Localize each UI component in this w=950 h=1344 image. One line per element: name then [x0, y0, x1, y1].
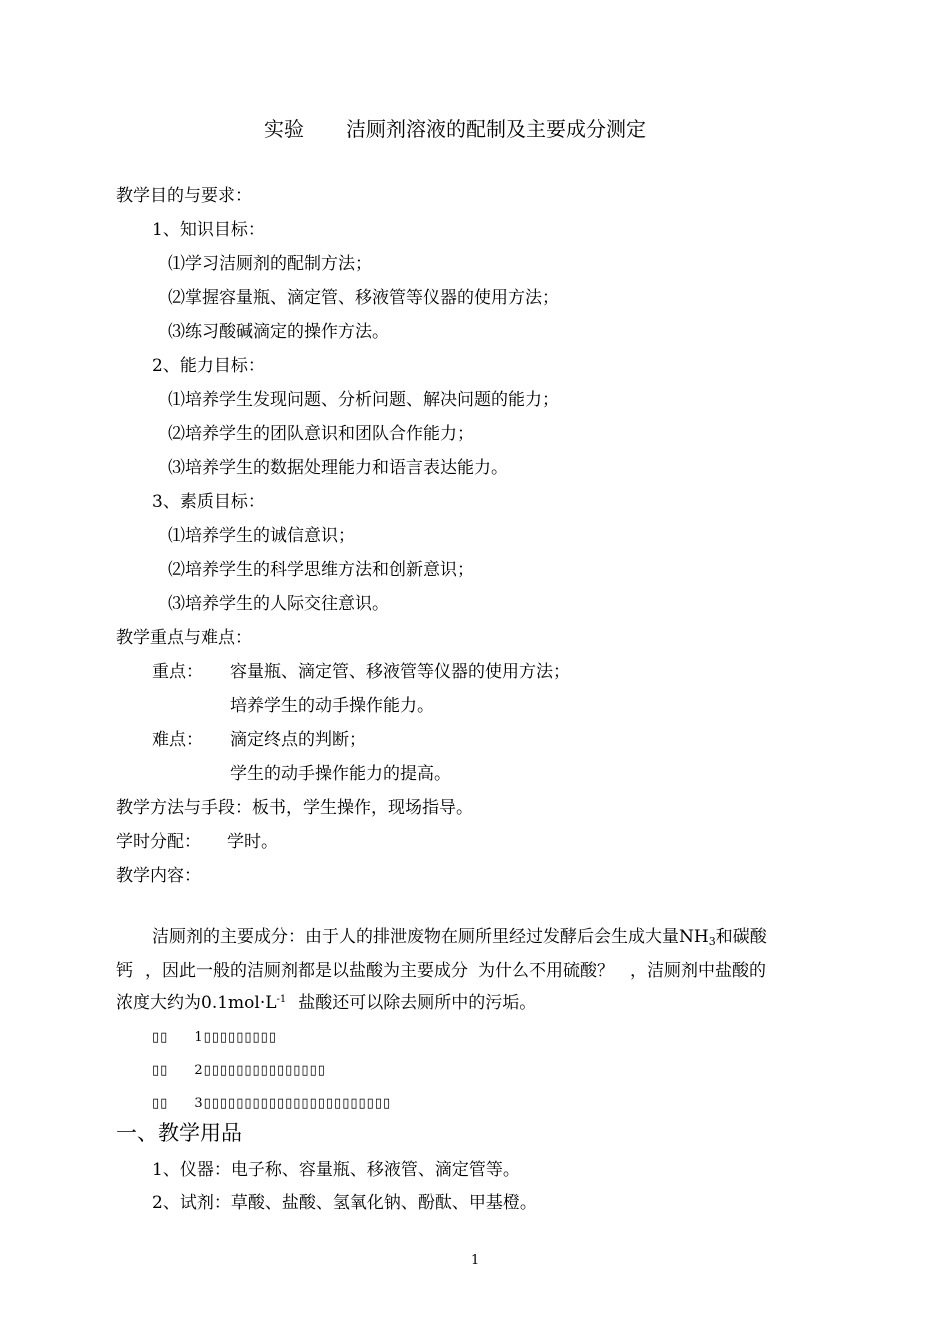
- page-number: 1: [471, 1253, 480, 1268]
- knowledge-item: ⑶练习酸碱滴定的操作方法。: [168, 322, 389, 342]
- paragraph-question: 为什么不用硫酸？: [478, 961, 614, 981]
- key-points-heading: 教学重点与难点：: [116, 628, 252, 648]
- garbled-line: [152, 1027, 277, 1049]
- page-title: [264, 116, 646, 142]
- hours-allocation: [116, 831, 278, 853]
- key-label: 重点：: [152, 662, 203, 682]
- paragraph-text: ，洁厕剂中盐酸的: [630, 961, 766, 981]
- garbled-prefix: ▯▯: [152, 1063, 169, 1078]
- ability-item: ⑵培养学生的团队意识和团队合作能力；: [168, 424, 474, 444]
- paragraph-line: [152, 926, 767, 948]
- paragraph-text: 浓度大约为: [116, 993, 201, 1013]
- quality-heading: 3、素质目标：: [152, 492, 265, 512]
- difficult-label: 难点：: [152, 730, 203, 750]
- difficult-line: 学生的动手操作能力的提高。: [230, 764, 451, 784]
- formula-nh3: NH: [679, 927, 709, 947]
- quality-item: ⑵培养学生的科学思维方法和创新意识；: [168, 560, 474, 580]
- paragraph-line: [116, 960, 766, 982]
- quality-item: ⑴培养学生的诚信意识；: [168, 526, 355, 546]
- formula-subscript: 3: [708, 935, 716, 948]
- paragraph-line: [116, 992, 536, 1014]
- section-heading: 一、教学用品: [116, 1121, 242, 1145]
- content-heading: 教学内容：: [116, 866, 201, 886]
- garbled-prefix: ▯▯: [152, 1096, 169, 1111]
- knowledge-item: ⑴学习洁厕剂的配制方法；: [168, 254, 372, 274]
- paragraph-text: ，因此一般的洁厕剂都是以盐酸为主要成分: [145, 961, 468, 981]
- difficult-line: 滴定终点的判断；: [230, 730, 366, 750]
- hours-label: 学时分配：: [116, 832, 201, 852]
- garbled-text: 2▯▯▯▯▯▯▯▯▯▯▯▯▯▯▯: [194, 1063, 326, 1078]
- objectives-heading: 教学目的与要求：: [116, 186, 252, 206]
- quality-item: ⑶培养学生的人际交往意识。: [168, 594, 389, 614]
- garbled-prefix: ▯▯: [152, 1030, 169, 1045]
- concentration-value: 0.1mol·L: [201, 993, 277, 1013]
- concentration-superscript: -1: [276, 994, 287, 1005]
- key-line: 容量瓶、滴定管、移液管等仪器的使用方法；: [230, 662, 570, 682]
- garbled-line: [152, 1093, 391, 1115]
- paragraph-text: 钙: [116, 961, 133, 981]
- instruments-line: 1、仪器：电子称、容量瓶、移液管、滴定管等。: [152, 1160, 520, 1180]
- ability-item: ⑶培养学生的数据处理能力和语言表达能力。: [168, 458, 508, 478]
- title-text: 洁厕剂溶液的配制及主要成分测定: [346, 117, 646, 141]
- title-prefix: 实验: [264, 117, 304, 141]
- knowledge-heading: 1、知识目标：: [152, 220, 265, 240]
- garbled-text: 3▯▯▯▯▯▯▯▯▯▯▯▯▯▯▯▯▯▯▯▯▯▯▯: [194, 1096, 392, 1111]
- paragraph-text: 洁厕剂的主要成分：由于人的排泄废物在厕所里经过发酵后会生成大量: [152, 927, 679, 947]
- garbled-text: 1▯▯▯▯▯▯▯▯▯: [194, 1030, 277, 1045]
- paragraph-text: 盐酸还可以除去厕所中的污垢。: [298, 993, 537, 1013]
- reagents-line: 2、试剂：草酸、盐酸、氢氧化钠、酚酞、甲基橙。: [152, 1193, 537, 1213]
- garbled-line: [152, 1060, 326, 1082]
- hours-value: 学时。: [227, 832, 278, 852]
- ability-heading: 2、能力目标：: [152, 356, 265, 376]
- key-line: 培养学生的动手操作能力。: [230, 696, 434, 716]
- ability-item: ⑴培养学生发现问题、分析问题、解决问题的能力；: [168, 390, 559, 410]
- teaching-method: 教学方法与手段：板书，学生操作，现场指导。: [116, 798, 473, 818]
- knowledge-item: ⑵掌握容量瓶、滴定管、移液管等仪器的使用方法；: [168, 288, 559, 308]
- paragraph-text: 和碳酸: [715, 927, 767, 947]
